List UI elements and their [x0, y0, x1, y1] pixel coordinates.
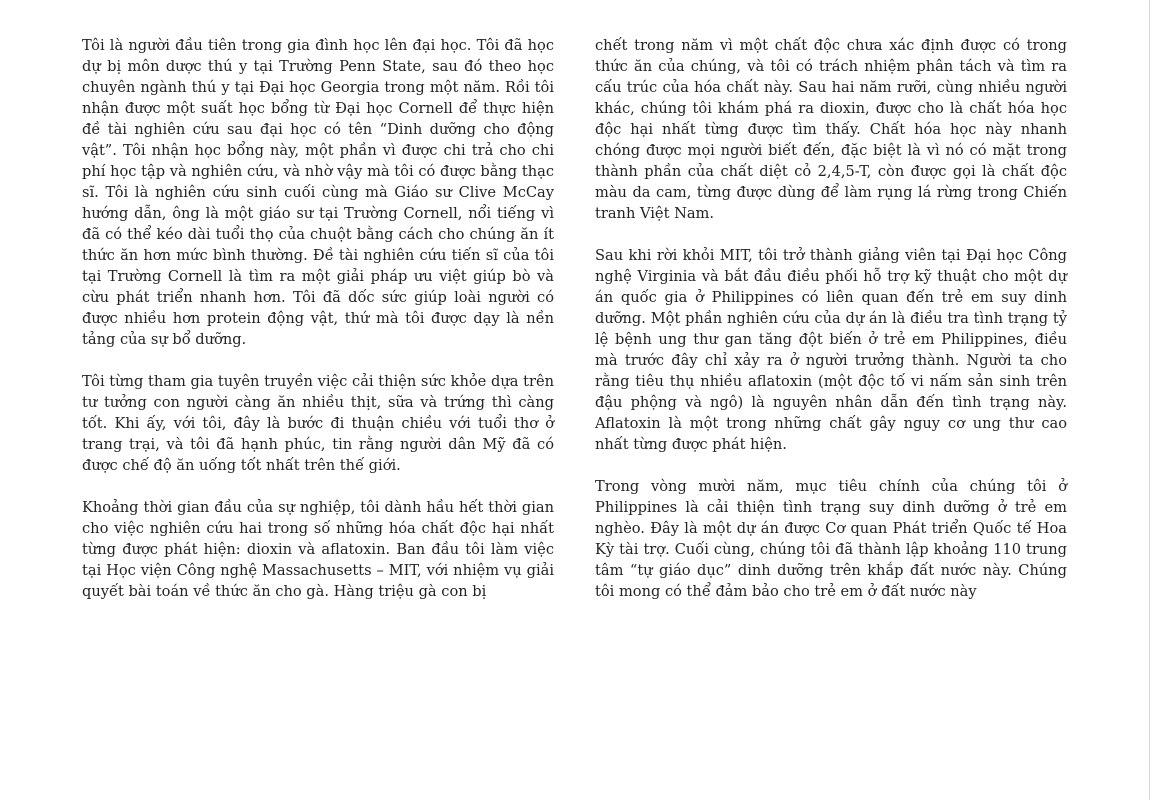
left-text-column [82, 35, 554, 602]
paragraph: Khoảng thời gian đầu của sự nghiệp, tôi dành hầu hết thời gian cho việc nghiên cứu hai trong số những hóa chất độc hại nhất từng được phát hiện: dioxin và aflatoxin. Ban đầu tôi làm việc tại Học viện Công nghệ Massachusetts – MIT, với nhiệm vụ giải quyết bài toán về thức ăn cho gà. Hàng triệu gà con bị [82, 499, 554, 600]
paragraph: Tôi là người đầu tiên trong gia đình học lên đại học. Tôi đã học dự bị môn dược thú y tại Trường Penn State, sau đó theo học chuyên ngành thú y tại Đại học Georgia trong một năm. Rồi tôi nhận được một suất học bổng từ Đại học Cornell để thực hiện đề tài nghiên cứu sau đại học có tên “Dinh dưỡng cho động vật”. Tôi nhận học bổng này, một phần vì được chi trả cho chi phí học tập và nghiên cứu, và nhờ vậy mà tôi có được bằng thạc sĩ. Tôi là nghiên cứu sinh cuối cùng mà Giáo sư Clive McCay hướng dẫn, ông là một giáo sư tại Trường Cornell, nổi tiếng vì đã có thể kéo dài tuổi thọ của chuột bằng cách cho chúng ăn ít thức ăn hơn mức bình thường. Đề tài nghiên cứu tiến sĩ của tôi tại Trường Cornell là tìm ra một giải pháp ưu việt giúp bò và cừu phát triển nhanh hơn. Tôi đã dốc sức giúp loài người có được nhiều hơn protein động vật, thứ mà tôi được dạy là nền tảng của sự bổ dưỡng. [82, 37, 554, 348]
right-text-column [595, 35, 1067, 602]
paragraph: Sau khi rời khỏi MIT, tôi trở thành giảng viên tại Đại học Công nghệ Virginia và bắt đầu điều phối hỗ trợ kỹ thuật cho một dự án quốc gia ở Philippines có liên quan đến trẻ em suy dinh dưỡng. Một phần nghiên cứu của dự án là điều tra tình trạng tỷ lệ bệnh ung thư gan tăng đột biến ở trẻ em Philippines, điều mà trước đây chỉ xảy ra ở người trưởng thành. Người ta cho rằng tiêu thụ nhiều aflatoxin (một độc tố vi nấm sản sinh trên đậu phộng và ngô) là nguyên nhân dẫn đến tình trạng này. Aflatoxin là một trong những chất gây nguy cơ ung thư cao nhất từng được phát hiện. [595, 247, 1067, 453]
paragraph: Tôi từng tham gia tuyên truyền việc cải thiện sức khỏe dựa trên tư tưởng con người càng ăn nhiều thịt, sữa và trứng thì càng tốt. Khi ấy, với tôi, đây là bước đi thuận chiều với tuổi thơ ở trang trại, và tôi đã hạnh phúc, tin rằng người dân Mỹ đã có được chế độ ăn uống tốt nhất trên thế giới. [82, 373, 554, 474]
paragraph: chết trong năm vì một chất độc chưa xác định được có trong thức ăn của chúng, và tôi có trách nhiệm phân tách và tìm ra cấu trúc của hóa chất này. Sau hai năm rưỡi, cùng nhiều người khác, chúng tôi khám phá ra dioxin, được cho là chất hóa học độc hại nhất từng được tìm thấy. Chất hóa học này nhanh chóng được mọi người biết đến, đặc biệt là vì nó có mặt trong thành phần của chất diệt cỏ 2,4,5-T, còn được gọi là chất độc màu da cam, từng được dùng để làm rụng lá rừng trong Chiến tranh Việt Nam. [595, 37, 1067, 222]
paragraph: Trong vòng mười năm, mục tiêu chính của chúng tôi ở Philippines là cải thiện tình trạng suy dinh dưỡng ở trẻ em nghèo. Đây là một dự án được Cơ quan Phát triển Quốc tế Hoa Kỳ tài trợ. Cuối cùng, chúng tôi đã thành lập khoảng 110 trung tâm “tự giáo dục” dinh dưỡng trên khắp đất nước này. Chúng tôi mong có thể đảm bảo cho trẻ em ở đất nước này [595, 478, 1067, 600]
